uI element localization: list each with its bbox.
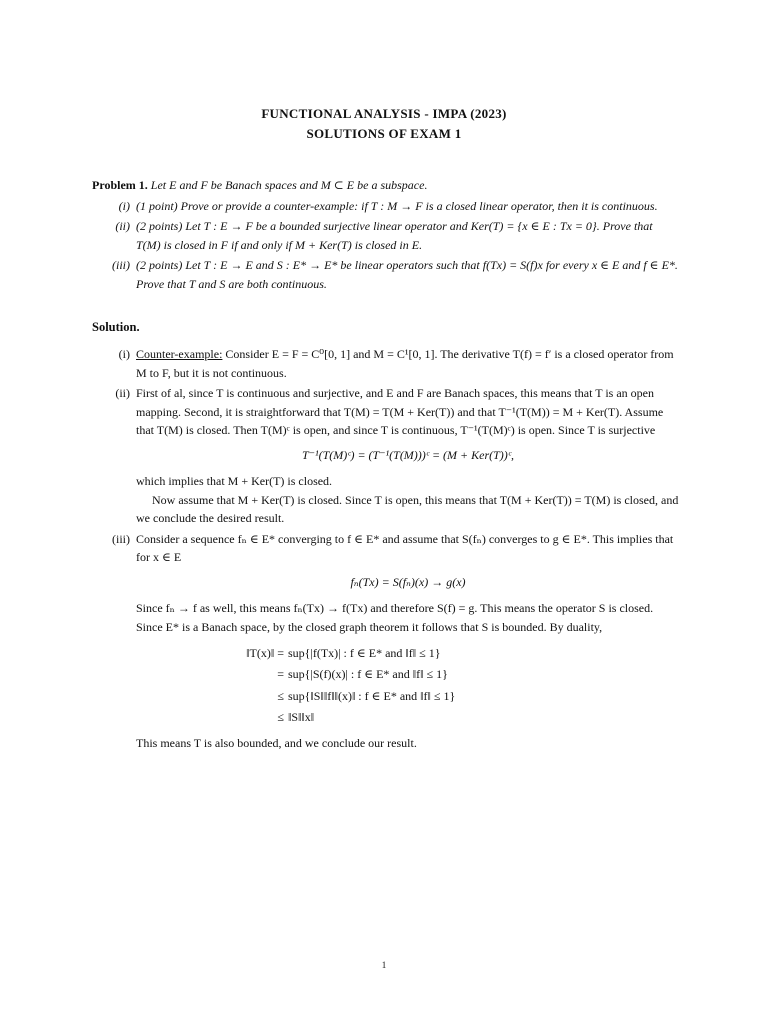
counter-example-lead: Counter-example: xyxy=(136,347,223,361)
problem-label: Problem 1. xyxy=(92,178,148,192)
equation-rhs: sup{|f(Tx)| : f ∈ E* and ‖f‖ ≤ 1} xyxy=(288,645,441,660)
problem-item xyxy=(92,197,680,216)
problem-item xyxy=(92,256,680,293)
solution-item-i xyxy=(92,345,680,382)
equation-lhs: = xyxy=(277,667,284,681)
equation-lhs: ≤ xyxy=(277,710,284,724)
problem-intro-line xyxy=(92,176,680,195)
equation-rhs: sup{|S(f)(x)| : f ∈ E* and ‖f‖ ≤ 1} xyxy=(288,667,448,681)
problem-item-label: (i) xyxy=(118,198,130,213)
problem-block xyxy=(92,176,680,293)
page-number: 1 xyxy=(381,960,387,970)
solution-paragraph: This means T is also bounded, and we conclude our result. xyxy=(136,736,417,750)
equation-row xyxy=(232,664,455,686)
solution-item-ii xyxy=(92,384,680,528)
aligned-equations xyxy=(232,642,455,728)
solution-item-label: (ii) xyxy=(115,386,130,400)
problem-item-text: (2 points) Let T : E → F be a bounded surjective linear operator and Ker(T) = {x ∈ E : Tx = 0}. Prove that T(M) is closed in F if and only if M + Ker(T) is closed in E. xyxy=(136,219,653,252)
solution-paragraph: First of al, since T is continuous and surjective, and E and F are Banach spaces, this means that T is an open mapping. Second, it is straightforward that T(M) = T(M + Ker(T)) and that T⁻¹(T(M)) = M + Ker(T). Assume that T(M) is closed. Then T(M)ᶜ is open, and since T is continuous, T⁻¹(T(M)ᶜ) is open. Since T is surjective xyxy=(136,386,664,437)
display-equation: fₙ(Tx) = S(fₙ)(x) → g(x) xyxy=(350,574,466,589)
solution-block xyxy=(92,343,680,753)
solution-paragraph: Now assume that M + Ker(T) is closed. Since T is open, this means that T(M + Ker(T)) = T(M) is closed, and we conclude the desired result. xyxy=(136,492,679,525)
solution-paragraph: which implies that M + Ker(T) is closed. xyxy=(136,474,333,488)
solution-paragraph: Since fₙ → f as well, this means fₙ(Tx) → f(Tx) and therefore S(f) = g. This means the operator S is closed. Since E* is a Banach space, by the closed graph theorem it follows that S is bounded. By duality, xyxy=(136,601,654,634)
problem-item-text: (1 point) Prove or provide a counter-example: if T : M → F is a closed linear operator, then it is continuous. xyxy=(136,198,658,213)
page-title: FUNCTIONAL ANALYSIS - IMPA (2023) xyxy=(261,106,507,121)
display-equation: T⁻¹(T(M)ᶜ) = (T⁻¹(T(M)))ᶜ = (M + Ker(T))ᶜ, xyxy=(302,447,514,462)
equation-rhs: sup{‖S‖‖f‖‖(x)‖ : f ∈ E* and ‖f‖ ≤ 1} xyxy=(288,688,456,703)
equation-row xyxy=(232,642,455,664)
equation-lhs: ‖T(x)‖ = xyxy=(246,645,284,660)
solution-title: Solution. xyxy=(92,320,140,334)
solution-item-iii xyxy=(92,530,680,753)
equation-lhs: ≤ xyxy=(277,688,284,703)
problem-item-label: (ii) xyxy=(115,219,130,233)
solution-item-text: Consider E = F = C⁰[0, 1] and M = C¹[0, 1]. The derivative T(f) = f′ is a closed operator from M to F, but it is not continuous. xyxy=(136,347,674,380)
problem-item-label: (iii) xyxy=(112,258,130,272)
equation-row xyxy=(232,707,455,729)
problem-item-text: (2 points) Let T : E → E and S : E* → E* be linear operators such that f(Tx) = S(f)x for every x ∈ E and f ∈ E*. Prove that T and S are both continuous. xyxy=(136,258,678,291)
equation-rhs: ‖S‖‖x‖ xyxy=(288,710,315,724)
page-subtitle: SOLUTIONS OF EXAM 1 xyxy=(306,126,462,141)
problem-intro: Let E and F be Banach spaces and M ⊂ E be a subspace. xyxy=(150,178,428,192)
solution-paragraph: Consider a sequence fₙ ∈ E* converging to f ∈ E* and assume that S(fₙ) converges to g ∈ E*. This implies that for x ∈ E xyxy=(136,531,674,564)
equation-row xyxy=(232,685,455,707)
solution-item-label: (iii) xyxy=(112,531,130,546)
solution-item-label: (i) xyxy=(118,347,130,361)
problem-item xyxy=(92,217,680,254)
